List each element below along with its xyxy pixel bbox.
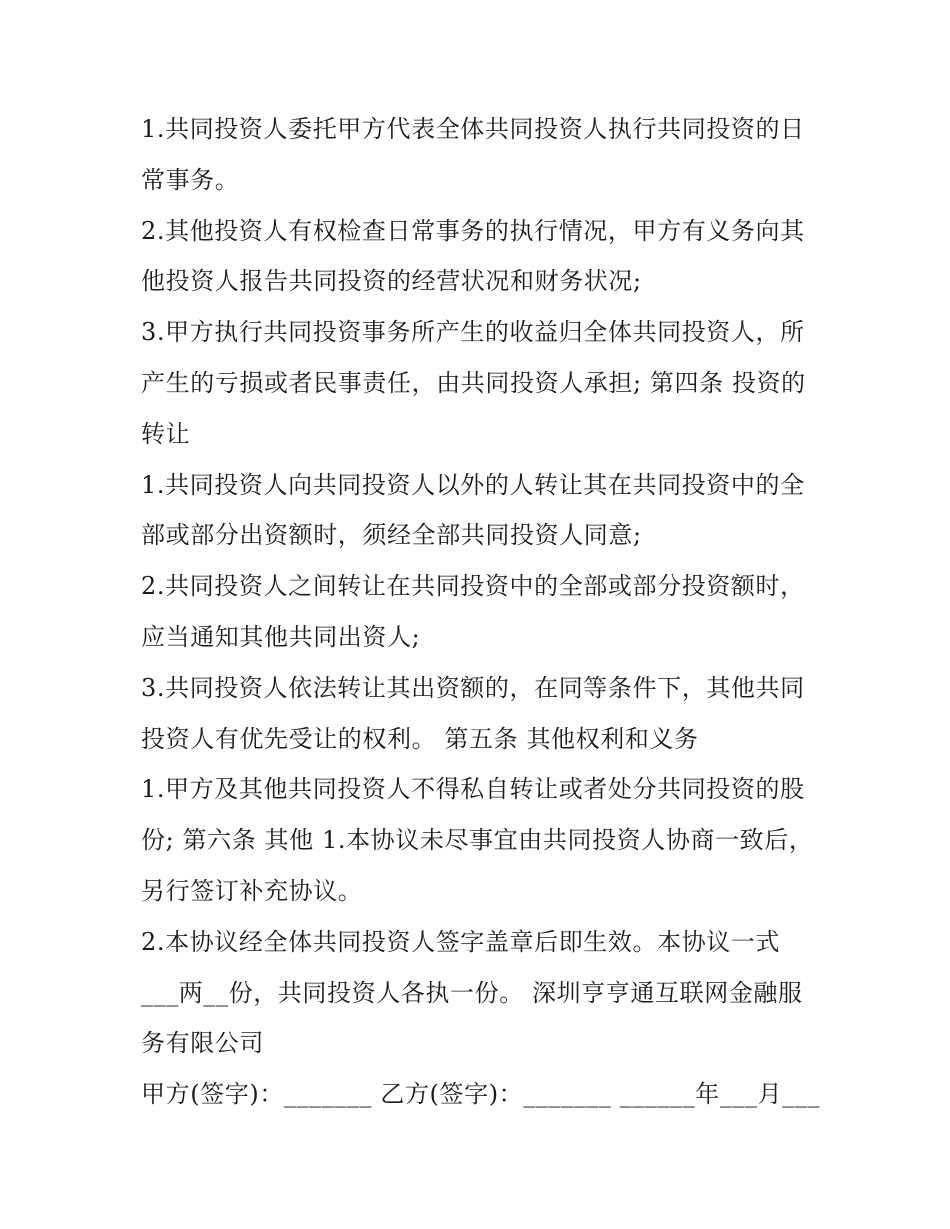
- text-line: 份; 第六条 其他 1.本协议未尽事宜由共同投资人协商一致后，: [141, 826, 814, 855]
- text-line: 部或部分出资额时，须经全部共同投资人同意;: [141, 521, 642, 550]
- text-line: 产生的亏损或者民事责任，由共同投资人承担; 第四条 投资的: [141, 368, 806, 397]
- text-line: 1.共同投资人向共同投资人以外的人转让其在共同投资中的全: [141, 470, 805, 499]
- text-line: 另行签订补充协议。: [141, 876, 363, 905]
- text-line: 他投资人报告共同投资的经营状况和财务状况;: [141, 267, 642, 296]
- document-body: [141, 104, 821, 1120]
- text-line: 3.甲方执行共同投资事务所产生的收益归全体共同投资人，所: [141, 318, 805, 347]
- text-line: 常事务。: [141, 165, 240, 194]
- text-line: ___两__份，共同投资人各执一份。 深圳亨亨通互联网金融服: [141, 978, 803, 1007]
- text-line: 2.共同投资人之间转让在共同投资中的全部或部分投资额时，: [141, 572, 805, 601]
- signature-line: 甲方(签字)：_______ 乙方(签字)：_______ ______年___月___: [141, 1080, 821, 1109]
- text-line: 应当通知其他共同出资人;: [141, 622, 421, 651]
- text-line: 3.共同投资人依法转让其出资额的，在同等条件下，其他共同: [141, 673, 805, 702]
- text-line: 1.甲方及其他共同投资人不得私自转让或者处分共同投资的股: [141, 775, 805, 804]
- text-line: 务有限公司: [141, 1029, 264, 1058]
- text-line: 转让: [141, 419, 191, 448]
- text-line: 投资人有优先受让的权利。 第五条 其他权利和义务: [141, 724, 699, 753]
- text-line: 2.本协议经全体共同投资人签字盖章后即生效。本协议一式: [141, 927, 781, 956]
- text-line: 1.共同投资人委托甲方代表全体共同投资人执行共同投资的日: [141, 115, 805, 143]
- text-line: 2.其他投资人有权检查日常事务的执行情况，甲方有义务向其: [141, 216, 805, 245]
